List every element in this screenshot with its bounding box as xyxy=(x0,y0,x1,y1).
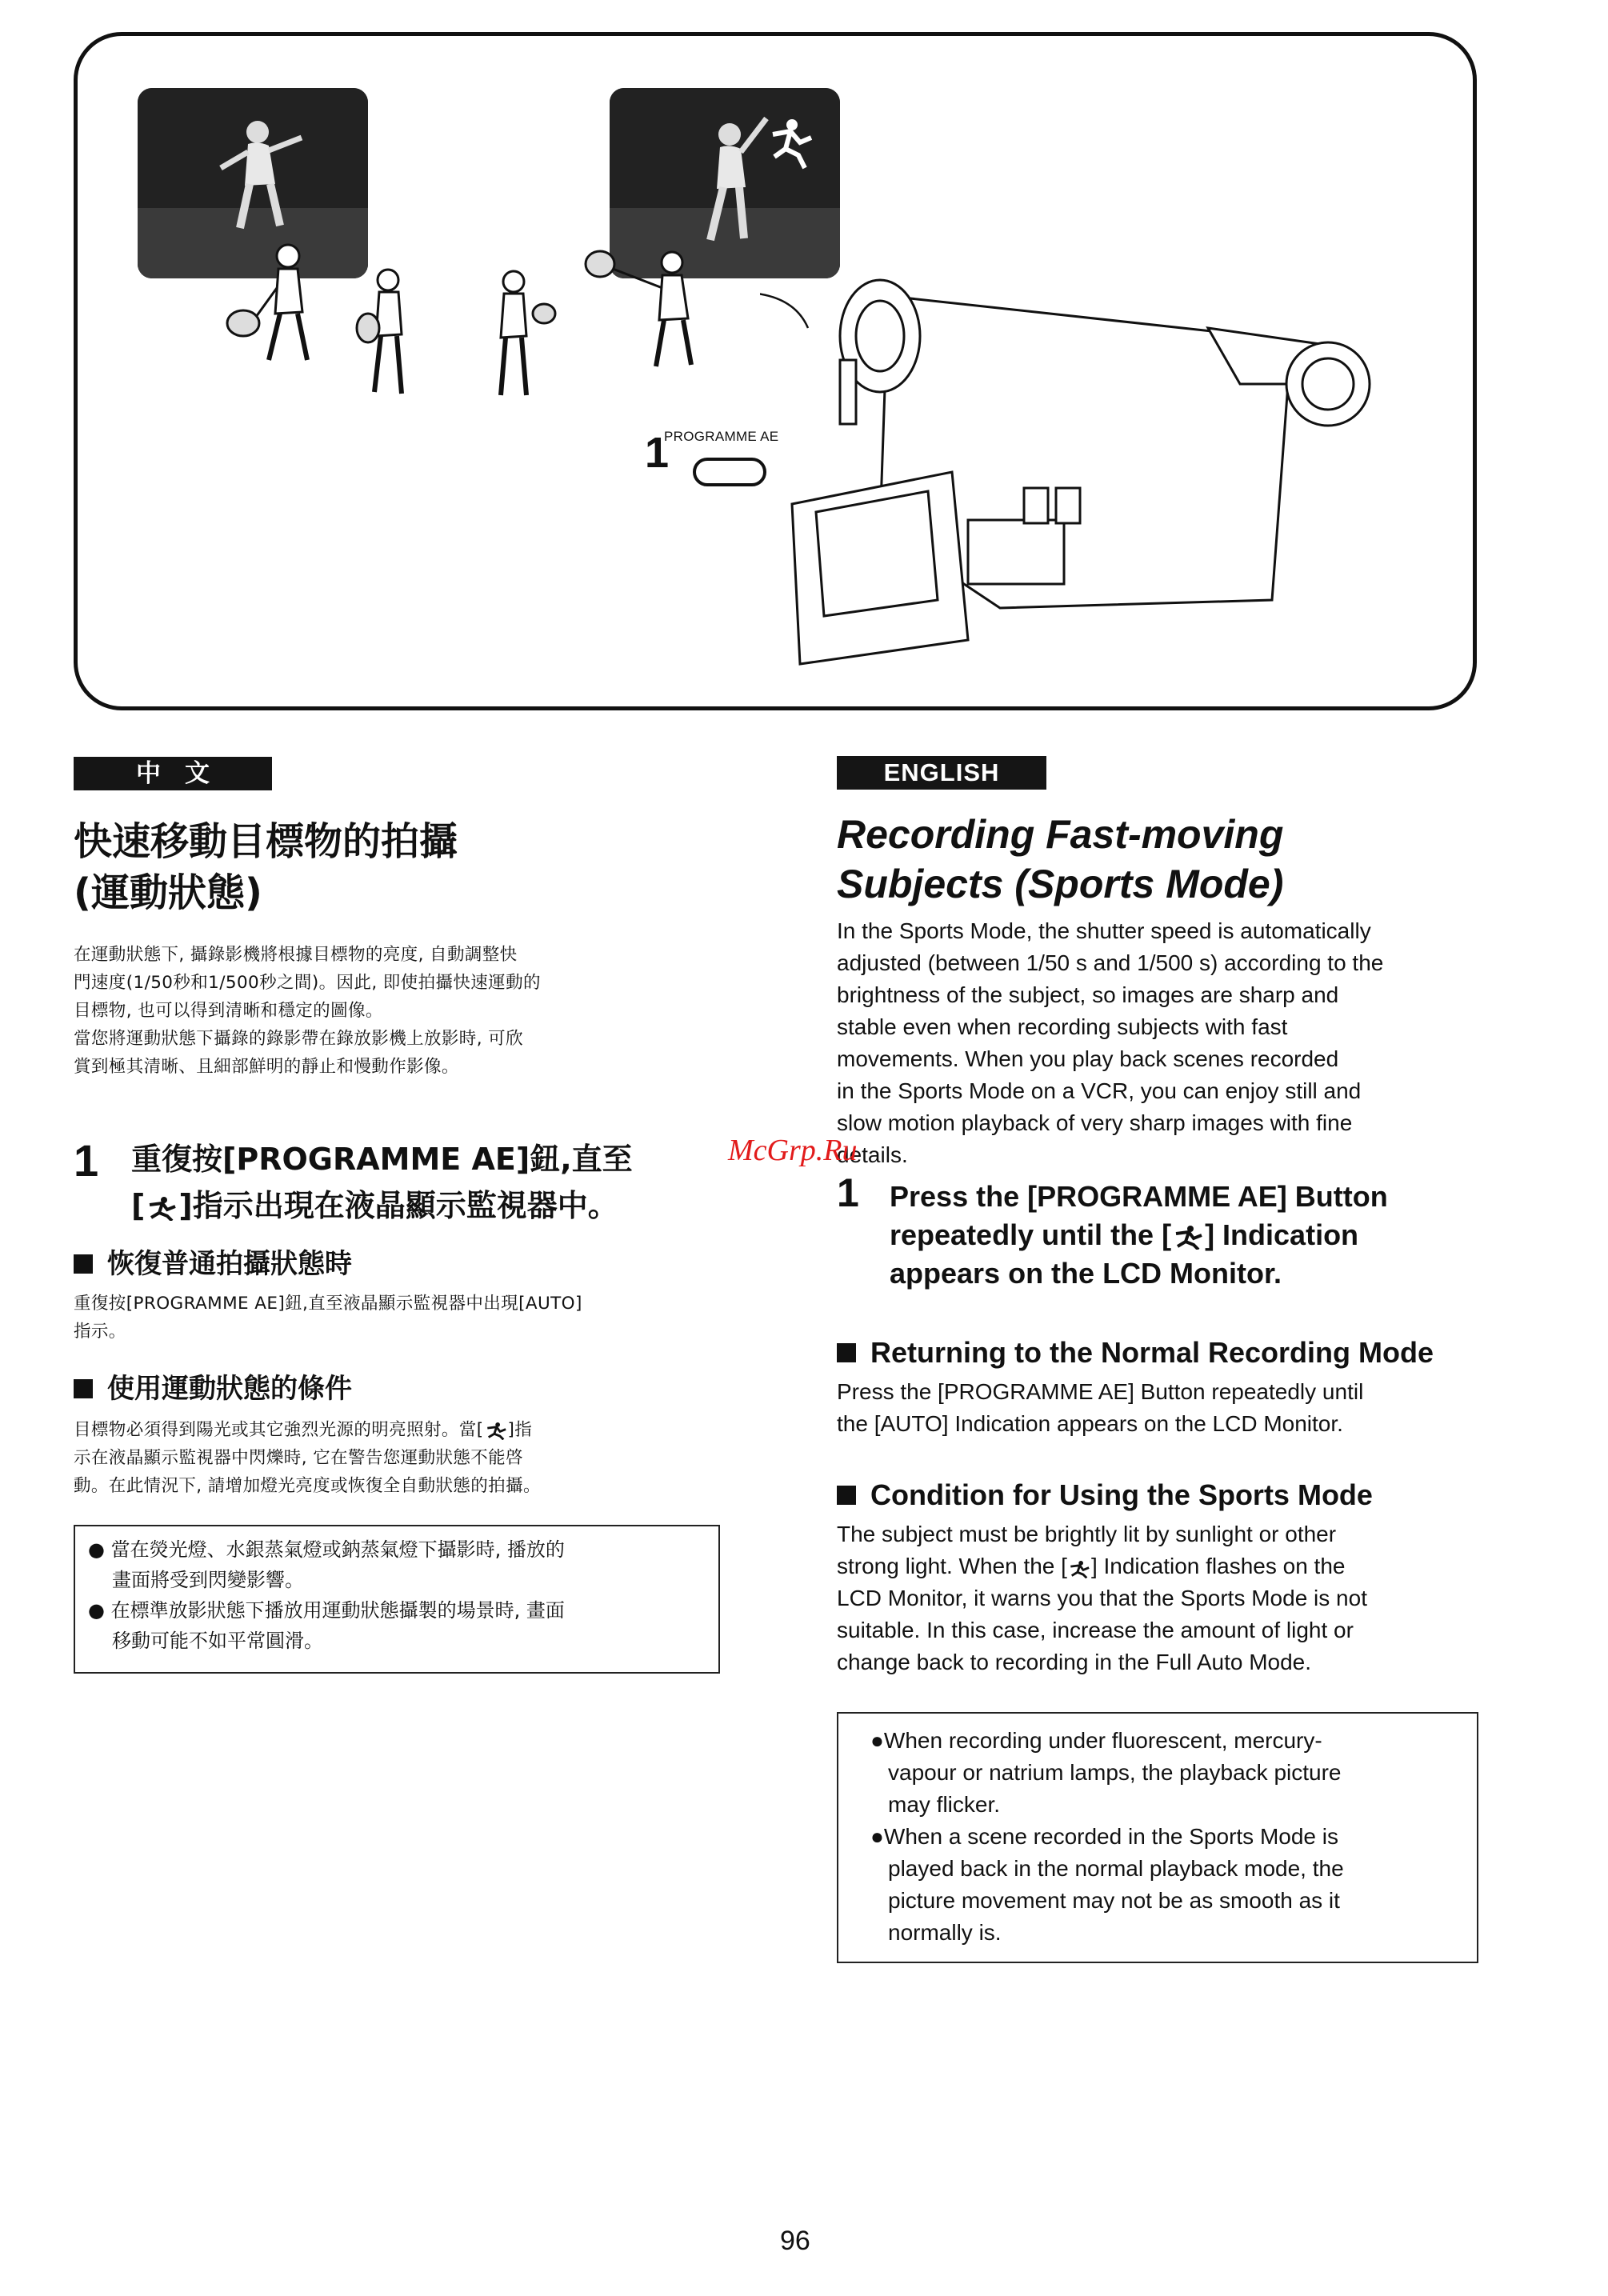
chinese-step-number: 1 xyxy=(74,1135,99,1186)
english-section-tag: ENGLISH xyxy=(837,756,1046,790)
english-title: Recording Fast-moving Subjects (Sports Mode) xyxy=(837,812,1284,906)
chinese-title: 快速移動目標物的拍攝 (運動狀態) xyxy=(74,819,458,915)
sports-mode-icon xyxy=(1067,1559,1091,1578)
english-sub2-body: The subject must be brightly lit by sunlight or other strong light. When the [ ] Indication flashes on the LCD Monitor, it warns you that the Sports Mode is not suitable. In this case, increase the amount of light or change back to recording in the Full Auto Mode. xyxy=(837,1522,1367,1674)
chinese-sub2-title: 使用運動狀態的條件 xyxy=(74,1366,352,1406)
chinese-sub1-title: 恢復普通拍攝狀態時 xyxy=(74,1242,352,1281)
english-sub2-title: Condition for Using the Sports Mode xyxy=(837,1478,1373,1512)
english-sub1-title: Returning to the Normal Recording Mode xyxy=(837,1336,1434,1370)
english-sub1-body: Press the [PROGRAMME AE] Button repeatedly until the [AUTO] Indication appears on the LCD Monitor. xyxy=(837,1379,1364,1436)
chinese-sub1-body: 重復按[PROGRAMME AE]鈕,直至液晶顯示監視器中出現[AUTO] 指示。 xyxy=(74,1294,582,1342)
tennis-sequence-figures xyxy=(224,240,736,424)
page-number: 96 xyxy=(780,2226,810,2256)
chinese-section-tag: 中文 xyxy=(74,757,272,790)
chinese-note-1: ● 當在熒光燈、水銀蒸氣燈或鈉蒸氣燈下攝影時, 播放的 畫面將受到閃變影響。 xyxy=(88,1538,565,1591)
sports-mode-icon xyxy=(145,1195,178,1221)
english-step-number: 1 xyxy=(837,1170,859,1215)
sports-mode-icon xyxy=(1171,1224,1205,1250)
chinese-intro: 在運動狀態下, 攝錄影機將根據目標物的亮度, 自動調整快 門速度(1/50秒和1/500秒之間)。因此, 即使拍攝快速運動的 目標物, 也可以得到清晰和穩定的圖像。 當您將運動狀態下攝錄的錄影帶在錄放影機上放影時, 可欣 賞到極其清晰、且細部鮮明的靜止和慢動作影像。 xyxy=(74,945,541,1077)
illustration-step-number: 1 xyxy=(645,429,670,477)
programme-ae-button[interactable] xyxy=(693,458,766,486)
english-intro: In the Sports Mode, the shutter speed is automatically adjusted (between 1/50 s and 1/500 s) according to the brightness of the subject, so images are sharp and stable even when recording subjects with fast movements. When you play back scenes recorded in the Sports Mode on a VCR, you can enjoy still and slow motion playback of very sharp images with fine details. xyxy=(837,918,1384,1167)
chinese-notes-box xyxy=(74,1525,720,1674)
camcorder-illustration xyxy=(760,264,1384,680)
english-note-2: ●When a scene recorded in the Sports Mode is played back in the normal playback mode, the picture movement may not be as smooth as it normally is. xyxy=(870,1824,1344,1945)
chinese-sub2-body: 目標物必須得到陽光或其它強烈光源的明亮照射。當[ ]指 示在液晶顯示監視器中閃爍時, 它在警告您運動狀態不能啓 動。在此情況下, 請增加燈光亮度或恢復全自動狀態的拍攝。 xyxy=(74,1420,541,1496)
english-note-1: ●When recording under fluorescent, mercury- vapour or natrium lamps, the playback picture may flicker. xyxy=(870,1728,1342,1817)
sports-mode-icon xyxy=(484,1421,508,1440)
watermark: McGrp.Ru xyxy=(728,1134,858,1167)
english-notes-box xyxy=(837,1712,1478,1963)
chinese-step-text: 重復按[PROGRAMME AE]鈕,直至 [ ]指示出現在液晶顯示監視器中。 xyxy=(131,1142,633,1223)
programme-ae-label: PROGRAMME AE xyxy=(664,429,779,444)
english-step-text: Press the [PROGRAMME AE] Button repeatedly until the [ ] Indication appears on the LCD Monitor. xyxy=(890,1180,1388,1290)
chinese-note-2: ● 在標準放影狀態下播放用運動狀態攝製的場景時, 畫面 移動可能不如平常圓滑。 xyxy=(88,1599,565,1652)
